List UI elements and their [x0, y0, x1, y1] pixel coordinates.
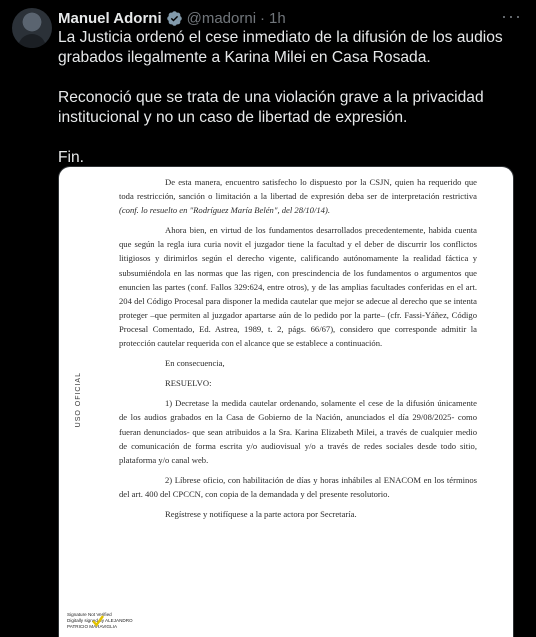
tweet-text — [58, 28, 528, 188]
author-handle[interactable]: @madorni — [186, 9, 257, 27]
verified-badge-icon — [166, 10, 183, 27]
tweet-paragraph: Reconoció que se trata de una violación grave a la privacidad institucional y no un caso de libertad de expresión. — [58, 89, 484, 126]
doc-paragraph: Regístrese y notifíquese a la parte actora por Secretaría. — [165, 508, 357, 519]
doc-p1-main: De esta manera, encuentro satisfecho lo dispuesto por la CSJN, quien ha requerido que toda restricción, sanción o limitación a la libertad de expresión deba ser de interpretación restrictiva — [119, 177, 477, 202]
separator-dot: · — [260, 9, 266, 27]
signature-line: Signature Not Verified — [67, 612, 112, 617]
signature-check-mark — [91, 614, 105, 628]
doc-paragraph: Ahora bien, en virtud de los fundamentos desarrollados precedentemente, habida cuenta que según la regla iura curia novit el juzgador tiene la facultad y el deber de discurrir los conflictos litigiosos y dirimirlos según el derecho vigente, calificando autónomamente la realidad fáctica y subsumiéndola en las normas que las rigen, con prescindencia de los fundamentos o argumentos que enuncien las partes (conf. Fallos 329:624, entre otros), y de las amplias facultades conferidas en el art. 204 del Código Procesal para disponer la medida cautelar que mejor se adecue al derecho que se intenta proteger –que permiten al juzgador apartarse aún de lo pedido por la parte– (cfr. Fassi-Yáñez, Código Procesal Comentado, Ed. Astrea, 1989, t. 2, págs. 66/67), considero que corresponde admitir la protección cautelar requerida con el alcance que se establece a continuación. — [119, 225, 477, 349]
digital-signature — [67, 612, 177, 630]
document-text — [119, 175, 477, 521]
more-options-icon[interactable]: ··· — [501, 6, 522, 26]
doc-heading-resuelvo: RESUELVO: — [165, 378, 212, 389]
timestamp[interactable]: 1h — [269, 9, 286, 27]
doc-paragraph: 1) Decretase la medida cautelar ordenando, solamente el cese de la difusión únicamente de los audios grabados en la Casa de Gobierno de la Nación, anunciados el día 29/08/2025- como fueran denunciados- que sean atribuidos a la Sra. Karina Elizabeth Milei, a través de cualquier medio de comunicación de forma escrita y/o audiovisual y/o a través de redes sociales desde todo sitio, plataforma y/o canal web. — [119, 398, 477, 465]
doc-paragraph: En consecuencia, — [165, 358, 225, 369]
doc-paragraph — [119, 175, 477, 217]
avatar-silhouette — [18, 34, 46, 48]
avatar[interactable] — [12, 8, 52, 48]
tweet-paragraph: La Justicia ordenó el cese inmediato de la difusión de los audios grabados ilegalmente a Karina Milei en Casa Rosada. — [58, 29, 503, 66]
tweet-paragraph: Fin. — [58, 149, 84, 166]
doc-p1-citation: (conf. lo resuelto en "Rodríguez María Belén", del 28/10/14). — [119, 205, 330, 216]
signature-line: PATRICIO MARAVIGLIA — [67, 624, 118, 629]
tweet-header — [58, 8, 524, 28]
attached-document-image[interactable] — [58, 166, 514, 637]
side-stamp: USO OFICIAL — [75, 372, 82, 428]
signature-line: Digitally signed by ALEJANDRO — [67, 618, 133, 623]
doc-paragraph: 2) Líbrese oficio, con habilitación de días y horas inhábiles al ENACOM en los términos del art. 400 del CPCCN, con copia de la demandada y del presente resolutorio. — [119, 474, 477, 499]
author-name[interactable]: Manuel Adorni — [58, 9, 162, 27]
